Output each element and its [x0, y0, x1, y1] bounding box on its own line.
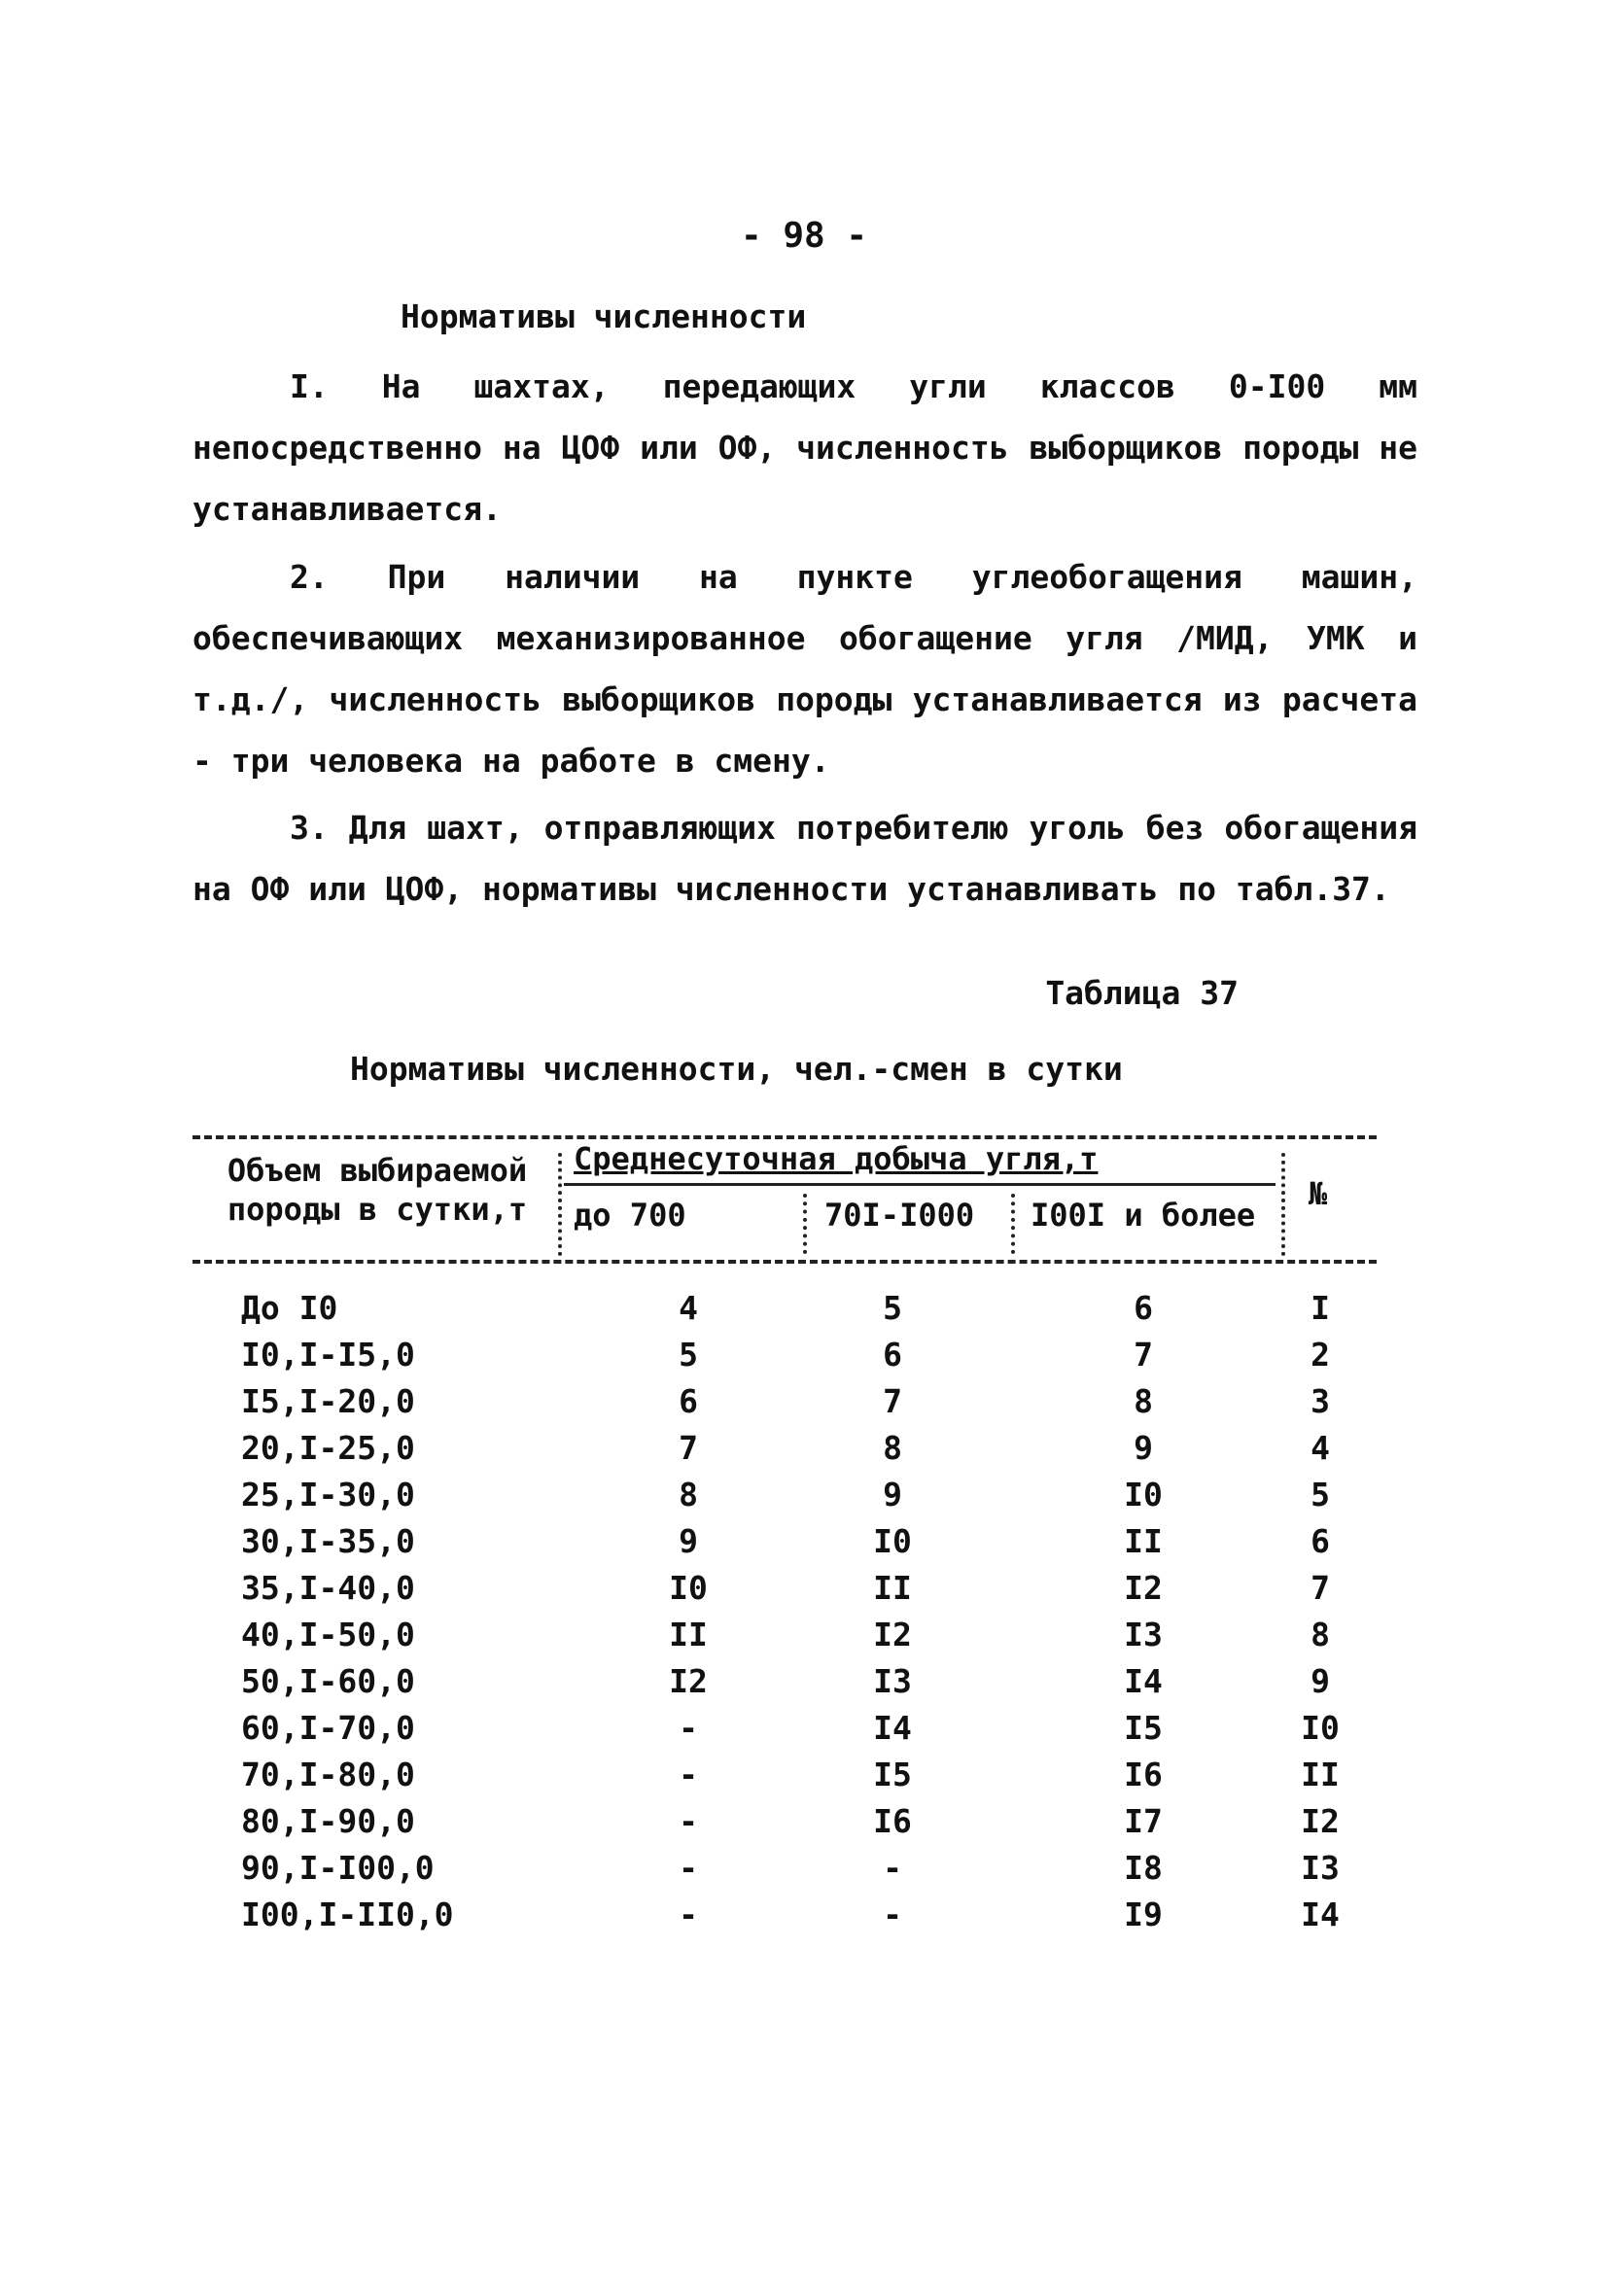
- cell-up-to-700: 5: [679, 1336, 698, 1374]
- table-column-divider: [558, 1153, 562, 1256]
- cell-number: 3: [1311, 1382, 1330, 1420]
- cell-1001-more: I7: [1124, 1802, 1163, 1840]
- header-number: №: [1309, 1175, 1328, 1212]
- table-row: [192, 1565, 1377, 1612]
- table-row: [192, 1658, 1377, 1705]
- section-heading: Нормативы численности: [401, 297, 807, 335]
- cell-1001-more: 6: [1134, 1289, 1153, 1327]
- cell-701-1000: I6: [873, 1802, 912, 1840]
- cell-number: 2: [1311, 1336, 1330, 1374]
- cell-up-to-700: -: [679, 1896, 698, 1933]
- cell-volume: I00,I-II0,0: [241, 1896, 454, 1933]
- cell-701-1000: -: [883, 1896, 902, 1933]
- cell-volume: 20,I-25,0: [241, 1429, 415, 1467]
- table-column-divider: [803, 1194, 807, 1254]
- table-row: [192, 1378, 1377, 1425]
- cell-volume: До I0: [241, 1289, 338, 1327]
- table-row: [192, 1845, 1377, 1892]
- cell-up-to-700: -: [679, 1802, 698, 1840]
- paragraph-2: 2. При наличии на пункте углеобогащения машин, обеспечивающих механизированное обогащение угля /МИД, УМК и т.д./, численность выборщиков породы устанавливается из расчета - три человека на работе в смену.: [192, 558, 1417, 780]
- cell-701-1000: I5: [873, 1756, 912, 1793]
- cell-number: I2: [1301, 1802, 1340, 1840]
- cell-up-to-700: I2: [669, 1662, 708, 1700]
- cell-volume: 25,I-30,0: [241, 1476, 415, 1513]
- cell-number: II: [1301, 1756, 1340, 1793]
- table-group-rule: [564, 1183, 1276, 1186]
- cell-1001-more: I3: [1124, 1616, 1163, 1653]
- table-row: [192, 1612, 1377, 1658]
- table-row: [192, 1285, 1377, 1332]
- cell-701-1000: 5: [883, 1289, 902, 1327]
- table-label: Таблица 37: [1045, 974, 1239, 1012]
- cell-1001-more: I0: [1124, 1476, 1163, 1513]
- cell-701-1000: 9: [883, 1476, 902, 1513]
- cell-volume: 30,I-35,0: [241, 1522, 415, 1560]
- cell-up-to-700: 9: [679, 1522, 698, 1560]
- cell-up-to-700: 4: [679, 1289, 698, 1327]
- cell-up-to-700: -: [679, 1756, 698, 1793]
- cell-1001-more: 7: [1134, 1336, 1153, 1374]
- header-group: Среднесуточная добыча угля,т: [574, 1140, 1099, 1177]
- cell-number: 6: [1311, 1522, 1330, 1560]
- header-col-2: 70I-I000: [824, 1197, 975, 1234]
- cell-number: I4: [1301, 1896, 1340, 1933]
- table-row: [192, 1798, 1377, 1845]
- paragraph-1: I. На шахтах, передающих угли классов 0-I00 мм непосредственно на ЦОФ или ОФ, численность выборщиков породы не устанавливается.: [192, 367, 1417, 528]
- cell-volume: 60,I-70,0: [241, 1709, 415, 1747]
- cell-number: 5: [1311, 1476, 1330, 1513]
- cell-volume: 80,I-90,0: [241, 1802, 415, 1840]
- cell-701-1000: 8: [883, 1429, 902, 1467]
- cell-number: 8: [1311, 1616, 1330, 1653]
- cell-701-1000: II: [873, 1569, 912, 1607]
- cell-volume: 35,I-40,0: [241, 1569, 415, 1607]
- cell-volume: I0,I-I5,0: [241, 1336, 415, 1374]
- cell-volume: 40,I-50,0: [241, 1616, 415, 1653]
- cell-701-1000: -: [883, 1849, 902, 1887]
- cell-1001-more: 8: [1134, 1382, 1153, 1420]
- cell-701-1000: I3: [873, 1662, 912, 1700]
- cell-1001-more: I8: [1124, 1849, 1163, 1887]
- header-volume: Объем выбираемой породы в сутки,т: [227, 1152, 528, 1228]
- cell-701-1000: I4: [873, 1709, 912, 1747]
- table-row: [192, 1892, 1377, 1938]
- header-col-3: I00I и более: [1031, 1197, 1256, 1234]
- cell-1001-more: I9: [1124, 1896, 1163, 1933]
- paragraph-3: 3. Для шахт, отправляющих потребителю уголь без обогащения на ОФ или ЦОФ, нормативы численности устанавливать по табл.37.: [192, 809, 1417, 908]
- cell-up-to-700: 8: [679, 1476, 698, 1513]
- table-row: [192, 1425, 1377, 1472]
- cell-up-to-700: II: [669, 1616, 708, 1653]
- cell-volume: 90,I-I00,0: [241, 1849, 435, 1887]
- table-row: [192, 1752, 1377, 1798]
- cell-number: 7: [1311, 1569, 1330, 1607]
- table-row: [192, 1705, 1377, 1752]
- cell-up-to-700: 6: [679, 1382, 698, 1420]
- header-col-1: до 700: [574, 1197, 686, 1234]
- table-caption: Нормативы численности, чел.-смен в сутки: [350, 1050, 1123, 1088]
- table-body: [192, 1285, 1377, 1938]
- cell-number: I0: [1301, 1709, 1340, 1747]
- cell-701-1000: 6: [883, 1336, 902, 1374]
- cell-number: 4: [1311, 1429, 1330, 1467]
- table-row: [192, 1518, 1377, 1565]
- table-column-divider: [1011, 1194, 1015, 1254]
- cell-number: I3: [1301, 1849, 1340, 1887]
- table-row: [192, 1472, 1377, 1518]
- cell-1001-more: I4: [1124, 1662, 1163, 1700]
- cell-up-to-700: I0: [669, 1569, 708, 1607]
- page-number: - 98 -: [740, 216, 868, 256]
- cell-up-to-700: -: [679, 1709, 698, 1747]
- cell-701-1000: I2: [873, 1616, 912, 1653]
- cell-1001-more: I2: [1124, 1569, 1163, 1607]
- cell-1001-more: I6: [1124, 1756, 1163, 1793]
- table-header-rule: [192, 1260, 1377, 1264]
- cell-up-to-700: -: [679, 1849, 698, 1887]
- cell-1001-more: II: [1124, 1522, 1163, 1560]
- cell-number: 9: [1311, 1662, 1330, 1700]
- table-column-divider: [1281, 1153, 1285, 1256]
- cell-volume: 50,I-60,0: [241, 1662, 415, 1700]
- cell-701-1000: I0: [873, 1522, 912, 1560]
- cell-number: I: [1311, 1289, 1330, 1327]
- cell-volume: 70,I-80,0: [241, 1756, 415, 1793]
- table-row: [192, 1332, 1377, 1378]
- cell-up-to-700: 7: [679, 1429, 698, 1467]
- cell-1001-more: I5: [1124, 1709, 1163, 1747]
- cell-701-1000: 7: [883, 1382, 902, 1420]
- cell-volume: I5,I-20,0: [241, 1382, 415, 1420]
- cell-1001-more: 9: [1134, 1429, 1153, 1467]
